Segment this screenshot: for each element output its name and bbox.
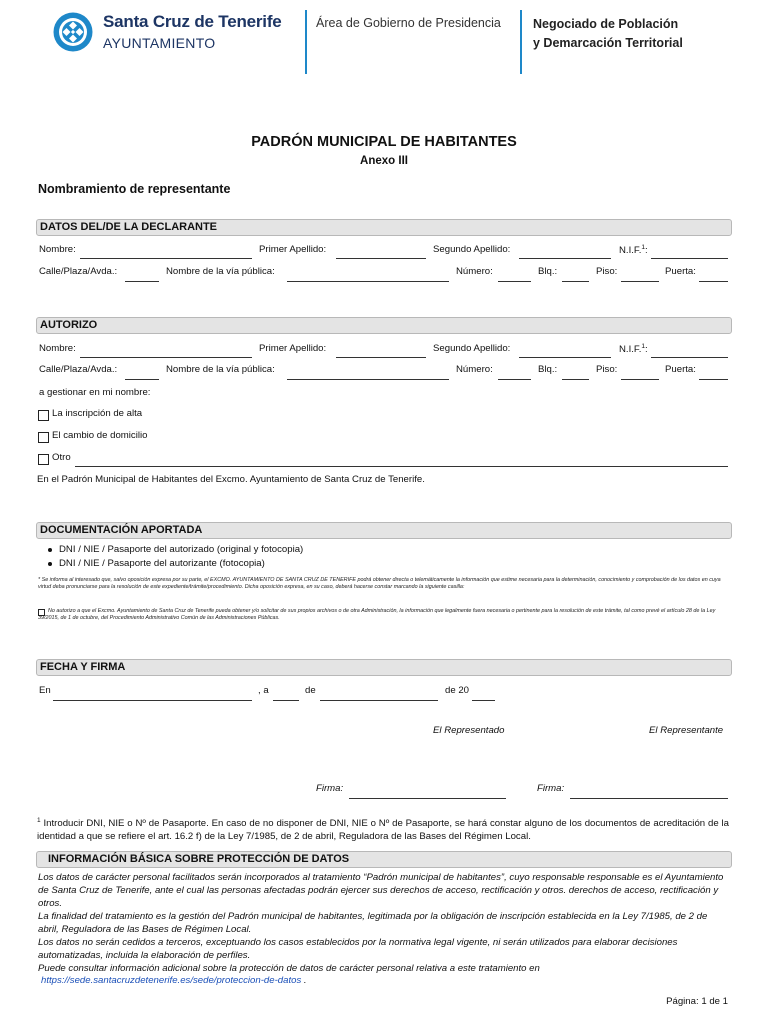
declarante-nif-input[interactable]: [651, 258, 728, 259]
declarante-primer-apellido-input[interactable]: [336, 258, 426, 259]
declarante-segundo-apellido-input[interactable]: [519, 258, 611, 259]
via-label: Nombre de la vía pública:: [166, 364, 275, 375]
department-name: Área de Gobierno de Presidencia: [316, 16, 501, 30]
nif-label: [619, 343, 648, 355]
autorizado-primer-apellido-input[interactable]: [336, 357, 426, 358]
privacy-paragraph: La finalidad del tratamiento es la gestión del Padrón municipal de habitantes, legitimada por la obligación de inscripción establecida en la Ley 7/1985, de 2 de abril, Reguladora de las Bases de Régimen Local.: [38, 911, 708, 936]
document-subtitle: Nombramiento de representante: [38, 182, 231, 196]
representado-label: El Representado: [433, 725, 505, 736]
otro-checkbox[interactable]: [38, 454, 49, 465]
section-header-fecha-firma: FECHA Y FIRMA: [36, 659, 732, 676]
unit-line: Negociado de Población: [533, 17, 679, 31]
autorizado-blq-input[interactable]: [562, 379, 589, 380]
footnote: [37, 814, 729, 843]
alta-option-label: La inscripción de alta: [52, 408, 143, 419]
declarante-blq-input[interactable]: [562, 281, 589, 282]
representado-signature[interactable]: [349, 798, 506, 799]
calle-label: Calle/Plaza/Avda.:: [39, 364, 118, 375]
declarante-via-input[interactable]: [287, 281, 449, 282]
de-label: de: [305, 685, 316, 696]
opt-out-text: No autorizo a que el Excmo. Ayuntamiento de Santa Cruz de Tenerife pueda obtener y/o solicitar de sus propios archivos o de otra Administración, la información que legalmente fuera necesaria o pertinente para la resolución de este trámite, tal como prevé el artículo 28 de la Ley 39/2015, de 1 de octubre, del Procedimiento Administrativo Común de las Administraciones Públicas.: [38, 608, 716, 622]
representante-signature[interactable]: [570, 798, 728, 799]
privacy-link-end: .: [301, 975, 307, 986]
section-header-autorizo: AUTORIZO: [36, 317, 732, 334]
numero-label: Número:: [456, 364, 493, 375]
nif-label: [619, 244, 648, 256]
via-label: Nombre de la vía pública:: [166, 266, 275, 277]
otro-input[interactable]: [75, 466, 728, 467]
declarante-puerta-input[interactable]: [699, 281, 728, 282]
autorizado-via-input[interactable]: [287, 379, 449, 380]
piso-label: Piso:: [596, 266, 618, 277]
privacy-paragraph: Los datos de carácter personal facilitados serán incorporados al tratamiento “Padrón municipal de habitantes”, cuyo responsable responsable es el Ayuntamiento de Santa Cruz de Tenerife, ante el cual las personas afectadas podrán ejercer sus derechos de acceso, rectificación y otros. derechos de acceso, rectificación y otros.: [38, 872, 724, 910]
blq-label: Blq.:: [538, 364, 558, 375]
numero-label: Número:: [456, 266, 493, 277]
cambio-domicilio-checkbox[interactable]: [38, 432, 49, 443]
privacy-paragraph: Los datos no serán cedidos a terceros, exceptuando los casos establecidos por la normativa legal vigente, ni serán utilizados para elaborar decisiones automatizadas, incluida la elaboración de perfiles.: [38, 937, 678, 962]
city-emblem-icon: [52, 11, 94, 53]
brand-subtitle: AYUNTAMIENTO: [103, 35, 216, 51]
document-title: PADRÓN MUNICIPAL DE HABITANTES: [251, 134, 517, 150]
page-number: Página: 1 de 1: [666, 996, 728, 1007]
section-header-proteccion: INFORMACIÓN BÁSICA SOBRE PROTECCIÓN DE DATOS: [36, 851, 732, 868]
primer-apellido-label: Primer Apellido:: [259, 244, 327, 255]
documento-item: DNI / NIE / Pasaporte del autorizado (original y fotocopia): [59, 544, 304, 555]
place-input[interactable]: [53, 700, 252, 701]
nif-text: N.I.F.: [619, 344, 642, 356]
header-divider: [520, 10, 522, 74]
footnote-mark: 1: [37, 817, 41, 824]
piso-label: Piso:: [596, 364, 618, 375]
nif-text: N.I.F.: [619, 245, 642, 257]
documento-item: DNI / NIE / Pasaporte del autorizante (fotocopia): [59, 558, 265, 569]
firma-label: Firma:: [537, 783, 565, 794]
header-divider: [305, 10, 307, 74]
autorizado-piso-input[interactable]: [621, 379, 659, 380]
primer-apellido-label: Primer Apellido:: [259, 343, 327, 354]
padron-statement: En el Padrón Municipal de Habitantes del Excmo. Ayuntamiento de Santa Cruz de Tenerife.: [37, 474, 425, 485]
otro-option-label: Otro: [52, 452, 71, 463]
unit-name: [533, 15, 683, 53]
section-header-declarante: DATOS DEL/DE LA DECLARANTE: [36, 219, 732, 236]
alta-checkbox[interactable]: [38, 410, 49, 421]
autorizado-puerta-input[interactable]: [699, 379, 728, 380]
day-input[interactable]: [273, 700, 299, 701]
nombre-label: Nombre:: [39, 343, 76, 354]
privacy-paragraph: Puede consultar información adicional sobre la protección de datos de carácter personal relativa a este tratamiento en: [38, 963, 540, 974]
nif-colon: :: [645, 344, 648, 356]
blq-label: Blq.:: [538, 266, 558, 277]
gestionar-text: a gestionar en mi nombre:: [39, 387, 151, 398]
firma-label: Firma:: [316, 783, 344, 794]
nif-colon: :: [645, 245, 648, 257]
cambio-domicilio-option-label: El cambio de domicilio: [52, 430, 148, 441]
autorizado-nombre-input[interactable]: [80, 357, 252, 358]
segundo-apellido-label: Segundo Apellido:: [433, 244, 511, 255]
representante-label: El Representante: [649, 725, 724, 736]
calle-label: Calle/Plaza/Avda.:: [39, 266, 118, 277]
nif-footnote-mark: 1: [641, 244, 646, 251]
section-header-documentacion: DOCUMENTACIÓN APORTADA: [36, 522, 732, 539]
autorizado-nif-input[interactable]: [651, 357, 728, 358]
footnote-text: Introducir DNI, NIE o Nº de Pasaporte. En caso de no disponer de DNI, NIE o Nº de Pasaporte, se hará constar alguno de los documentos de acreditación de la identidad a que se refiere el art. 16.2 f) de la Ley 7/1985, de 2 de abril, Reguladora de las Bases del Régimen Local.: [37, 818, 729, 843]
year-prefix-label: de 20: [445, 685, 470, 696]
nif-footnote-mark: 1: [641, 343, 646, 350]
puerta-label: Puerta:: [665, 364, 696, 375]
declarante-numero-input[interactable]: [498, 281, 531, 282]
segundo-apellido-label: Segundo Apellido:: [433, 343, 511, 354]
brand-title: Santa Cruz de Tenerife: [103, 12, 282, 31]
puerta-label: Puerta:: [665, 266, 696, 277]
consent-fine-print: * Se informa al interesado que, salvo oposición expresa por su parte, el EXCMO. AYUNTAMIENTO DE SANTA CRUZ DE TENERIFE podrá obtener directa o telemáticamente la información que estime necesaria para la determinación, conocimiento y comprobación de los datos en cuya virtud deba pronunciarse para la resolución de este expediente/trámite/procedimiento. Dicha oposición expresa, en su caso, deberá hacerse constar marcando la siguiente casilla:: [38, 577, 721, 591]
a-label: , a: [258, 685, 269, 696]
privacy-link-line: [41, 975, 307, 986]
declarante-calle-input[interactable]: [125, 281, 159, 282]
bullet-icon: [48, 562, 52, 566]
privacy-link[interactable]: https://sede.santacruzdetenerife.es/sede/proteccion-de-datos: [41, 975, 302, 986]
document-annex: Anexo III: [360, 155, 408, 167]
declarante-nombre-input[interactable]: [80, 258, 252, 259]
autorizado-segundo-apellido-input[interactable]: [519, 357, 611, 358]
unit-line: y Demarcación Territorial: [533, 36, 683, 50]
nombre-label: Nombre:: [39, 244, 76, 255]
declarante-piso-input[interactable]: [621, 281, 659, 282]
year-input[interactable]: [472, 700, 495, 701]
month-input[interactable]: [320, 700, 438, 701]
bullet-icon: [48, 548, 52, 552]
autorizado-calle-input[interactable]: [125, 379, 159, 380]
en-label: En: [39, 685, 51, 696]
autorizado-numero-input[interactable]: [498, 379, 531, 380]
